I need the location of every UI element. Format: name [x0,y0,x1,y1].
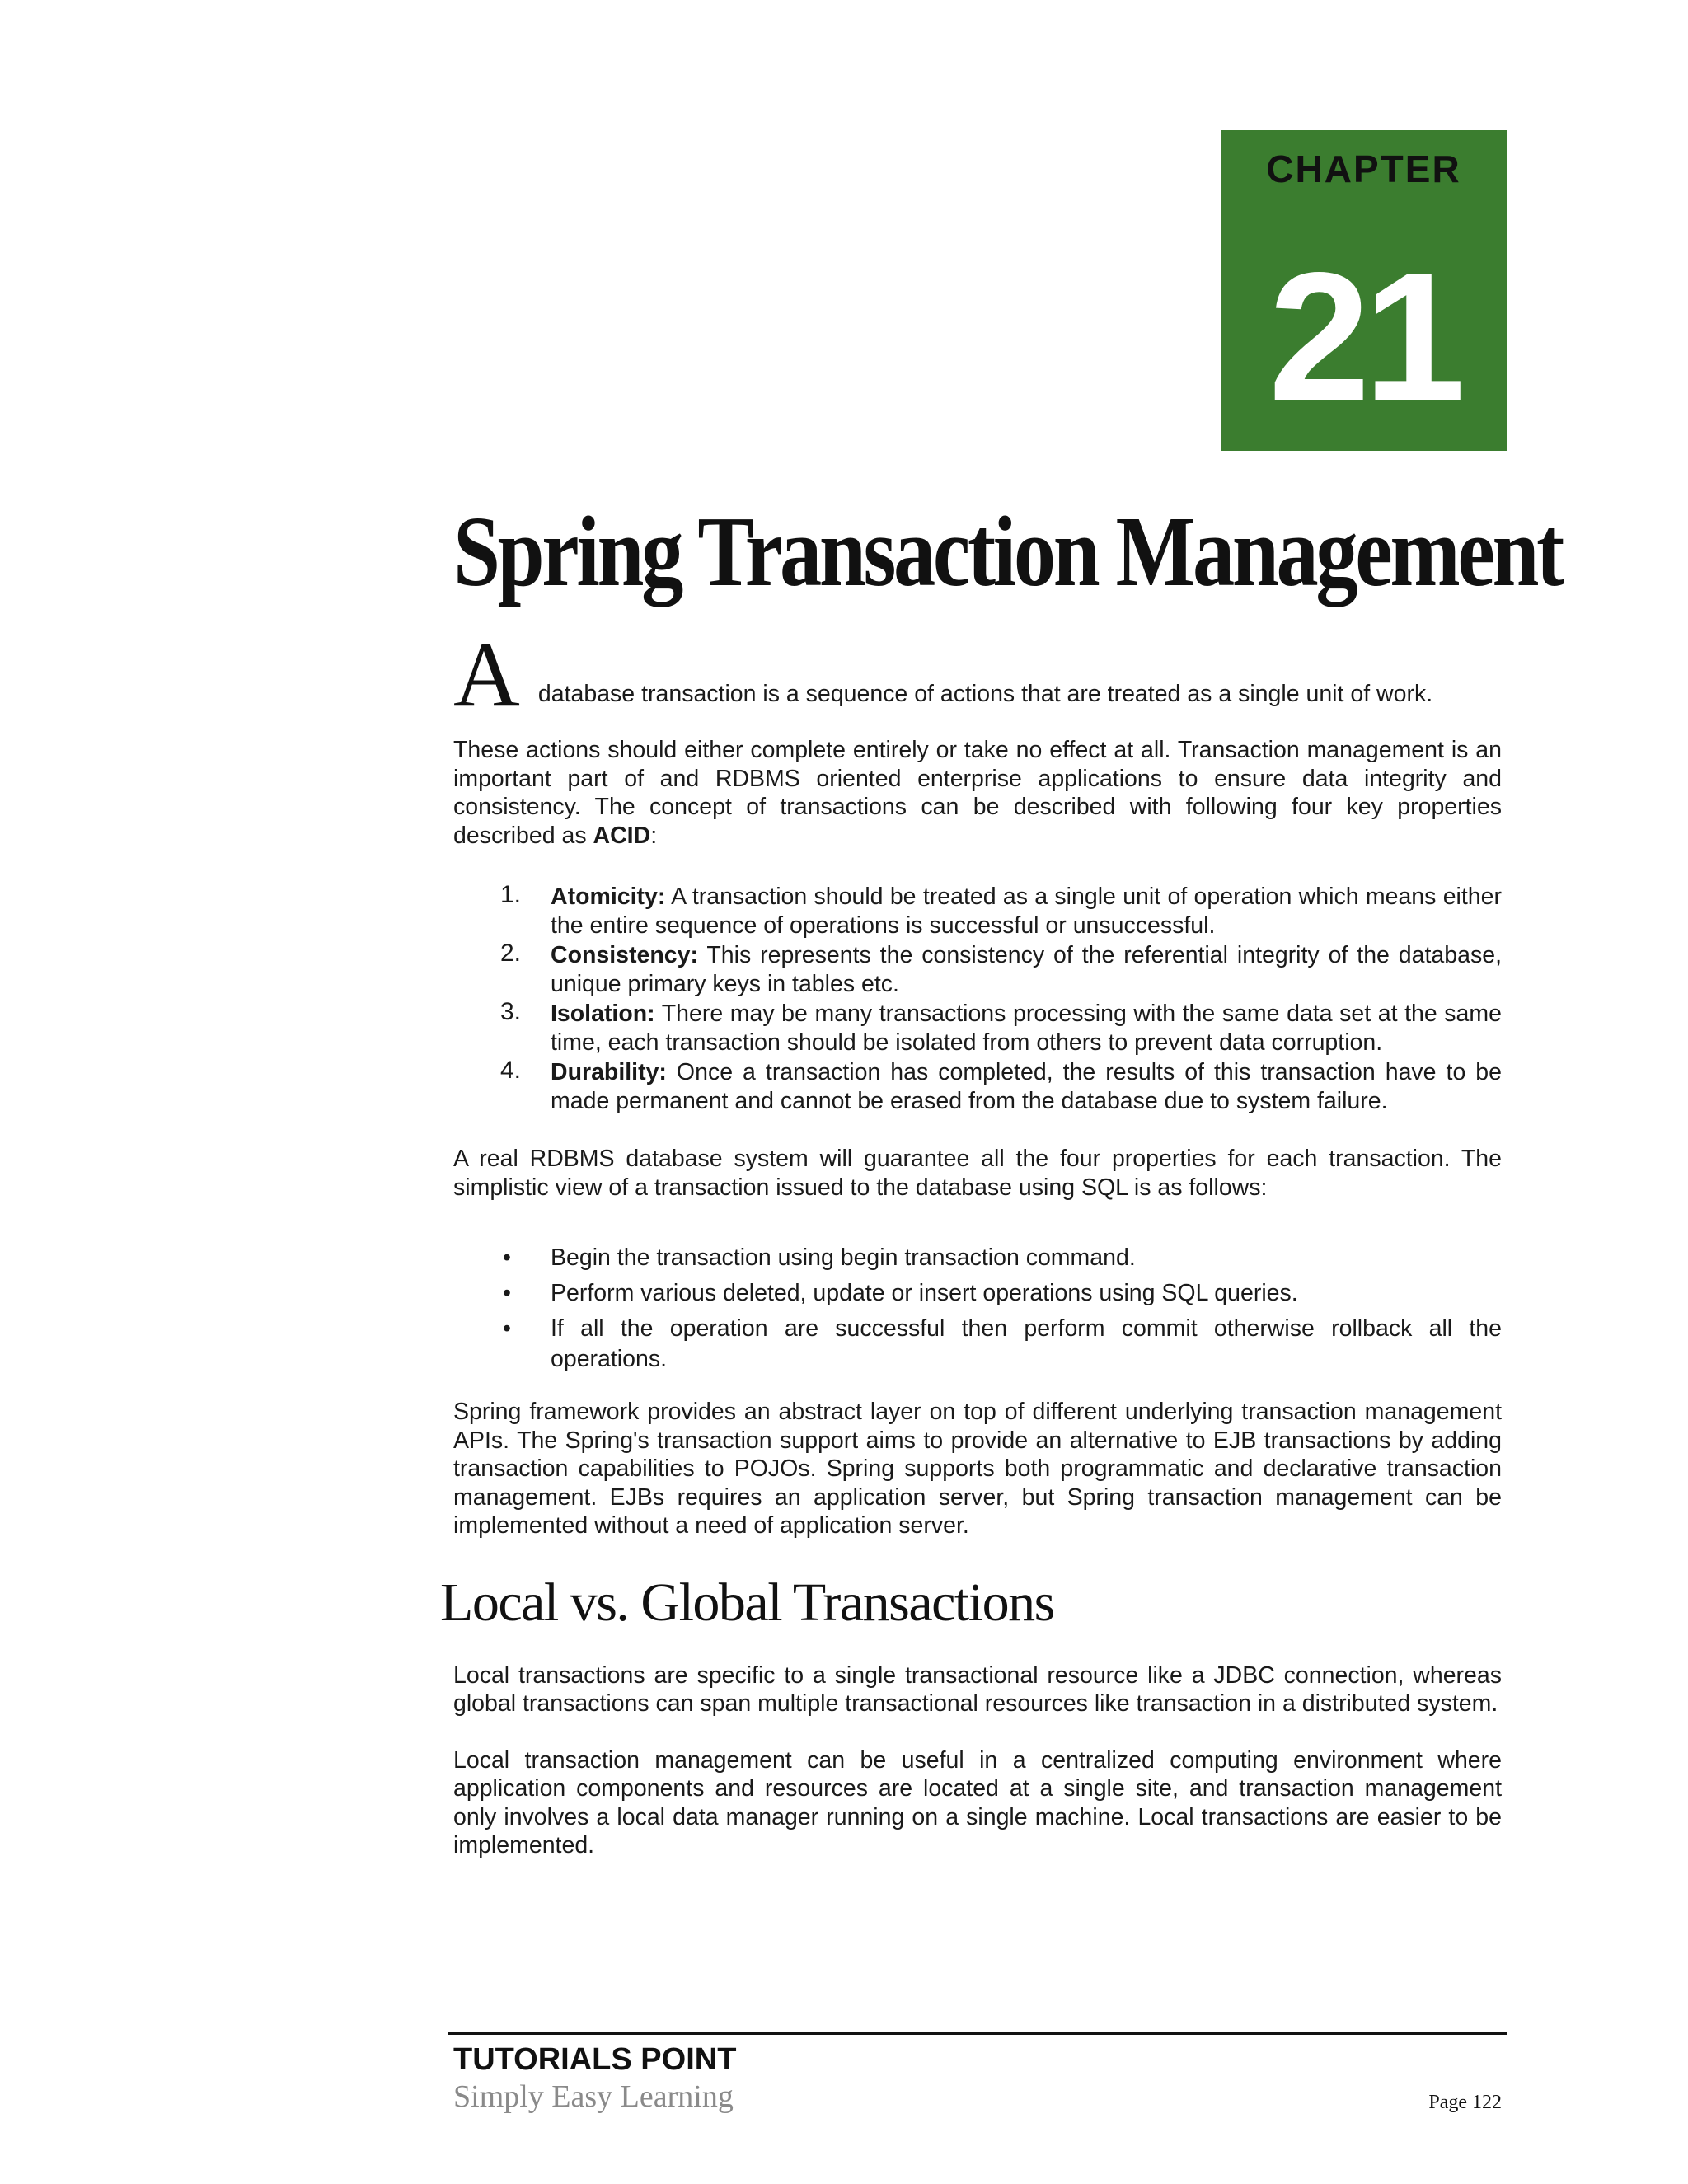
intro-first-line-text: database transaction is a sequence of actions that are treated as a single unit of work. [537,680,1433,707]
property-text: There may be many transactions processing with the same data set at the same time, each transaction should be isolated from others to prevent data corruption. [551,1001,1502,1056]
chapter-badge [1221,130,1507,451]
bullet-icon: • [503,1244,511,1271]
chapter-label: CHAPTER [1266,148,1461,190]
list-number: 1. [500,881,522,908]
bullet-icon: • [503,1280,511,1306]
list-number: 2. [500,940,522,967]
intro-paragraph [453,736,1502,850]
property-term: Isolation: [551,1001,655,1027]
section-heading: Local vs. Global Transactions [440,1572,1054,1633]
property-text: Once a transaction has completed, the results of this transaction have to be made permanent and cannot be erased from the database due to system failure. [551,1059,1502,1114]
sql-steps-list [453,1243,1502,1375]
property-term: Consistency: [551,942,698,968]
intro-text: These actions should either complete entirely or take no effect at all. Transaction management is an important part of and RDBMS oriented enterprise applications to ensure data integrity and consistency. The concept of transactions can be described with following four key properties described as [453,737,1502,849]
local-paragraph-2: Local transaction management can be useful in a centralized computing environment where application components and resources are located at a single site, and transaction management only involves a local data manager running on a single machine. Local transactions are easier to be implemented. [453,1746,1502,1859]
page-title: Spring Transaction Management [453,496,1562,607]
list-item [453,1058,1502,1115]
property-term: Durability: [551,1059,667,1085]
list-item [453,883,1502,940]
step-text: If all the operation are successful then perform commit otherwise rollback all the operations. [551,1315,1502,1372]
property-text: A transaction should be treated as a single unit of operation which means either the entire sequence of operations is successful or unsuccessful. [551,883,1502,939]
list-item [453,941,1502,998]
property-term: Atomicity: [551,883,666,910]
chapter-number: 21 [1268,235,1459,439]
list-item [453,1314,1502,1375]
spring-paragraph: Spring framework provides an abstract layer on top of different underlying transaction management APIs. The Spring's transaction support aims to provide an alternative to EJB transactions by adding transaction capabilities to POJOs. Spring supports both programmatic and declarative transaction management. EJBs requires an application server, but Spring transaction management can be implemented without a need of application server. [453,1399,1502,1539]
property-text: This represents the consistency of the referential integrity of the database, unique primary keys in tables etc. [551,942,1502,997]
step-text: Perform various deleted, update or insert operations using SQL queries. [551,1280,1298,1306]
intro-colon: : [650,822,658,849]
local-paragraph-1: Local transactions are specific to a single transactional resource like a JDBC connection, whereas global transactions can span multiple transactional resources like transaction in a distributed system. [453,1661,1502,1718]
rdbms-paragraph: A real RDBMS database system will guarantee all the four properties for each transaction. The simplistic view of a transaction issued to the database using SQL is as follows: [453,1146,1502,1201]
main-content [440,624,1502,1860]
list-item [453,1243,1502,1273]
page-number: Page 122 [1428,2092,1502,2113]
drop-cap: A [453,624,520,726]
list-number: 4. [500,1057,522,1084]
list-item [453,1278,1502,1309]
step-text: Begin the transaction using begin transaction command. [551,1244,1136,1271]
acid-properties-list [453,883,1502,1115]
acid-term: ACID [593,822,651,849]
footer-brand: TUTORIALS POINT [453,2042,737,2077]
footer-divider [448,2032,1507,2035]
intro-first-line [453,624,1502,726]
footer-tagline: Simply Easy Learning [453,2079,734,2114]
bullet-icon: • [503,1315,511,1342]
list-item [453,1000,1502,1057]
list-number: 3. [500,998,522,1025]
